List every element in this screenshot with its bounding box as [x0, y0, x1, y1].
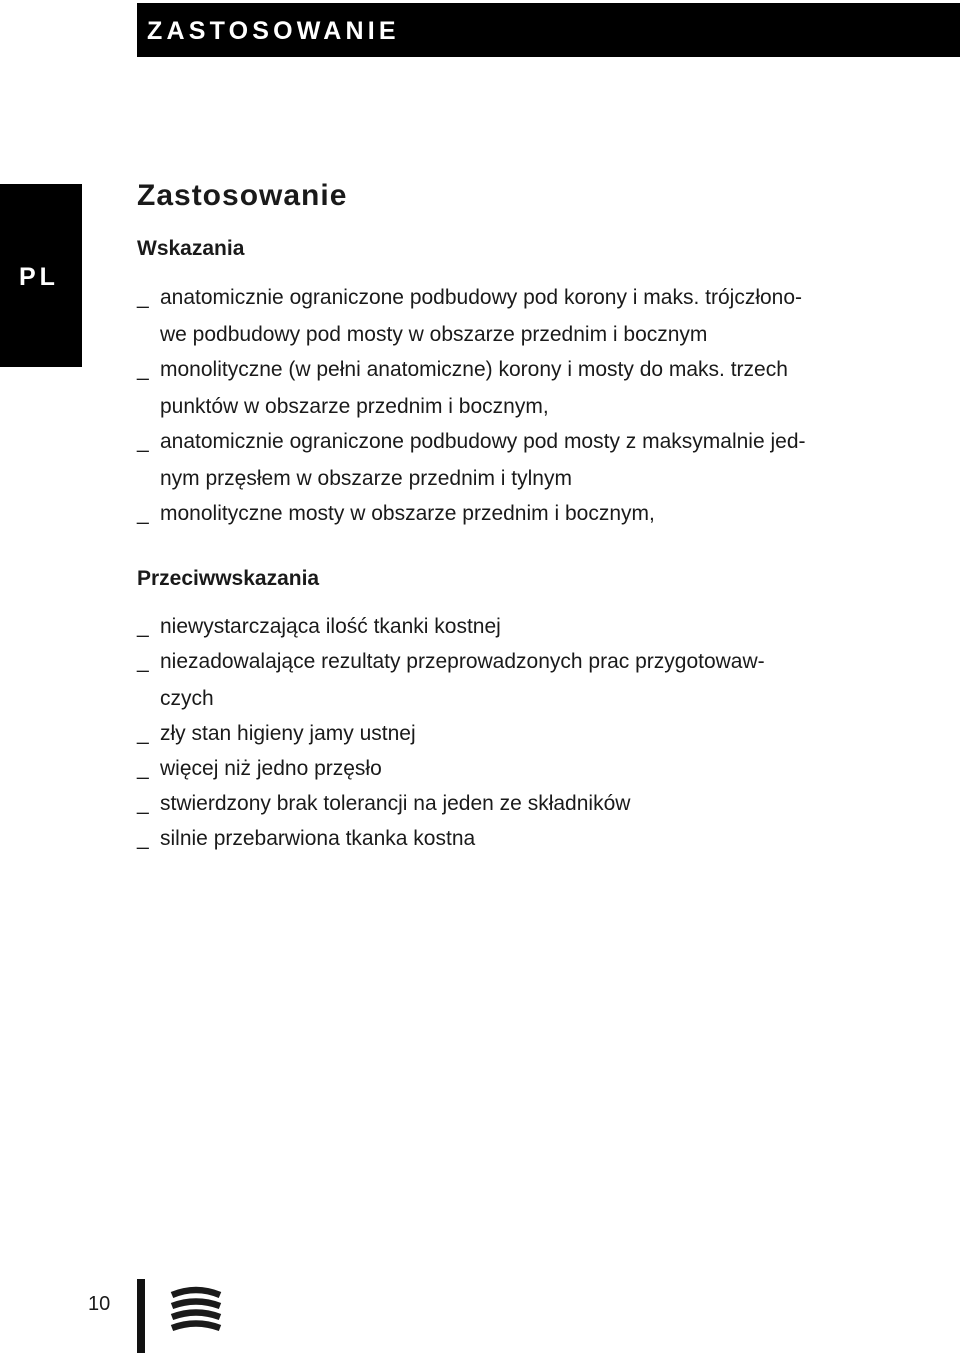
- footer-rule: [137, 1279, 145, 1353]
- header-bar: [137, 3, 960, 57]
- page-title: Zastosowanie: [137, 179, 348, 212]
- list-item-text: silnie przebarwiona tkanka kostna: [160, 827, 476, 850]
- contraindications-list: [137, 608, 765, 857]
- bullet: _: [137, 827, 149, 850]
- list-item: [137, 351, 806, 425]
- bullet: _: [137, 615, 149, 638]
- header-title: ZASTOSOWANIE: [147, 17, 400, 45]
- list-item-text: monolityczne mosty w obszarze przednim i bocznym,: [160, 502, 655, 525]
- bullet: _: [137, 650, 149, 673]
- bullet: _: [137, 722, 149, 745]
- list-item-text: zły stan higieny jamy ustnej: [160, 722, 416, 745]
- list-item-text: niezadowalające rezultaty przeprowadzonych prac przygotowaw- czych: [160, 650, 765, 710]
- bullet: _: [137, 358, 149, 381]
- bullet: _: [137, 757, 149, 780]
- list-item: [137, 608, 765, 645]
- language-label: PL: [19, 263, 59, 291]
- bullet: _: [137, 502, 149, 525]
- list-item-text: anatomicznie ograniczone podbudowy pod korony i maks. trójczłono- we podbudowy pod mosty w obszarze przednim i bocznym: [160, 286, 803, 346]
- indications-heading: Wskazania: [137, 237, 245, 260]
- list-item-text: monolityczne (w pełni anatomiczne) korony i mosty do maks. trzech punktów w obszarze przednim i bocznym,: [160, 358, 788, 418]
- contraindications-heading: Przeciwwskazania: [137, 567, 320, 590]
- brand-stripes-logo-icon: [170, 1286, 222, 1336]
- list-item: [137, 279, 806, 353]
- list-item-text: stwierdzony brak tolerancji na jeden ze składników: [160, 792, 631, 815]
- list-item: [137, 715, 765, 752]
- list-item-text: niewystarczająca ilość tkanki kostnej: [160, 615, 501, 638]
- bullet: _: [137, 430, 149, 453]
- indications-list: [137, 279, 806, 532]
- list-item: [137, 423, 806, 497]
- page-number: 10: [88, 1293, 111, 1315]
- bullet: _: [137, 792, 149, 815]
- list-item: [137, 643, 765, 717]
- language-tab: [0, 184, 82, 367]
- list-item: [137, 820, 765, 857]
- list-item: [137, 785, 765, 822]
- list-item: [137, 750, 765, 787]
- bullet: _: [137, 286, 149, 309]
- list-item-text: anatomicznie ograniczone podbudowy pod mosty z maksymalnie jed- nym przęsłem w obszarze przednim i tylnym: [160, 430, 806, 490]
- list-item-text: więcej niż jedno przęsło: [160, 757, 382, 780]
- list-item: [137, 495, 806, 532]
